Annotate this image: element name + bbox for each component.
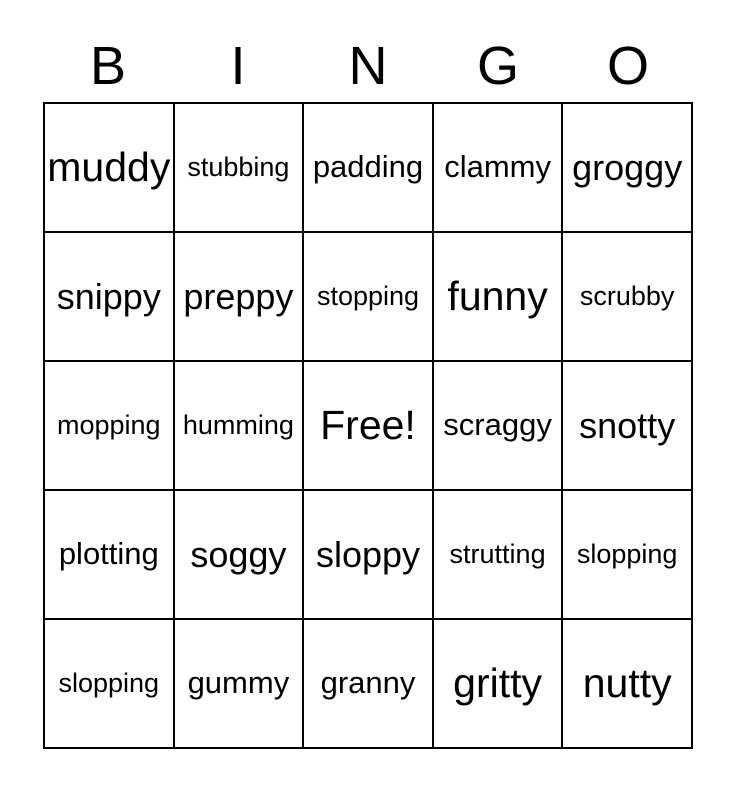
bingo-cell-label: funny [447, 272, 548, 319]
bingo-cell-label: nutty [582, 659, 672, 706]
bingo-cell[interactable] [434, 104, 564, 233]
bingo-cell[interactable] [563, 233, 693, 362]
bingo-cell-label: sloppy [315, 533, 421, 575]
bingo-cell-label: stubbing [187, 151, 290, 182]
bingo-cell[interactable] [45, 620, 175, 749]
bingo-cell-free[interactable] [304, 362, 434, 491]
bingo-row [45, 620, 693, 749]
bingo-cell-label: scrubby [579, 280, 675, 311]
bingo-cell-label: clammy [444, 149, 551, 185]
bingo-cell[interactable] [434, 233, 564, 362]
bingo-row [45, 362, 693, 491]
bingo-row [45, 233, 693, 362]
bingo-cell-label: snotty [579, 404, 676, 446]
bingo-cell[interactable] [434, 620, 564, 749]
bingo-cell[interactable] [563, 362, 693, 491]
bingo-cell[interactable] [175, 362, 305, 491]
bingo-cell-label: slopping [58, 667, 160, 698]
bingo-cell[interactable] [304, 233, 434, 362]
bingo-cell-label: soggy [190, 533, 287, 575]
bingo-cell-label: Free! [320, 401, 416, 448]
bingo-grid [43, 102, 693, 749]
bingo-card [43, 30, 693, 749]
bingo-cell[interactable] [563, 104, 693, 233]
bingo-cell[interactable] [45, 362, 175, 491]
bingo-cell[interactable] [434, 491, 564, 620]
bingo-cell-label: gummy [187, 665, 290, 701]
bingo-cell[interactable] [175, 104, 305, 233]
bingo-cell-label: slopping [576, 538, 678, 569]
header-letter-b: B [89, 36, 127, 96]
bingo-cell-label: strutting [449, 538, 546, 569]
header-letter-i: I [230, 36, 246, 96]
bingo-cell-label: groggy [572, 146, 683, 188]
bingo-cell-label: plotting [58, 536, 159, 572]
bingo-cell[interactable] [563, 620, 693, 749]
bingo-cell-label: mopping [57, 409, 161, 440]
bingo-header [43, 30, 693, 102]
header-letter-g: G [476, 36, 519, 96]
bingo-cell[interactable] [175, 491, 305, 620]
bingo-row [45, 491, 693, 620]
bingo-cell-label: muddy [47, 143, 171, 190]
bingo-cell[interactable] [45, 104, 175, 233]
bingo-cell-label: gritty [453, 659, 542, 706]
bingo-cell-label: preppy [183, 275, 294, 317]
bingo-cell[interactable] [304, 104, 434, 233]
bingo-cell[interactable] [304, 491, 434, 620]
bingo-cell[interactable] [45, 491, 175, 620]
header-letter-n: N [348, 36, 388, 96]
bingo-cell[interactable] [563, 491, 693, 620]
bingo-cell-label: stopping [316, 280, 420, 311]
bingo-cell-label: granny [320, 665, 416, 701]
bingo-cell[interactable] [175, 620, 305, 749]
bingo-row [45, 104, 693, 233]
bingo-cell-label: snippy [56, 275, 161, 317]
bingo-cell-label: scraggy [443, 407, 552, 443]
bingo-cell-label: humming [182, 409, 294, 440]
bingo-cell[interactable] [45, 233, 175, 362]
bingo-cell[interactable] [304, 620, 434, 749]
header-letter-o: O [606, 36, 649, 96]
bingo-cell[interactable] [434, 362, 564, 491]
bingo-cell[interactable] [175, 233, 305, 362]
bingo-cell-label: padding [312, 149, 424, 185]
